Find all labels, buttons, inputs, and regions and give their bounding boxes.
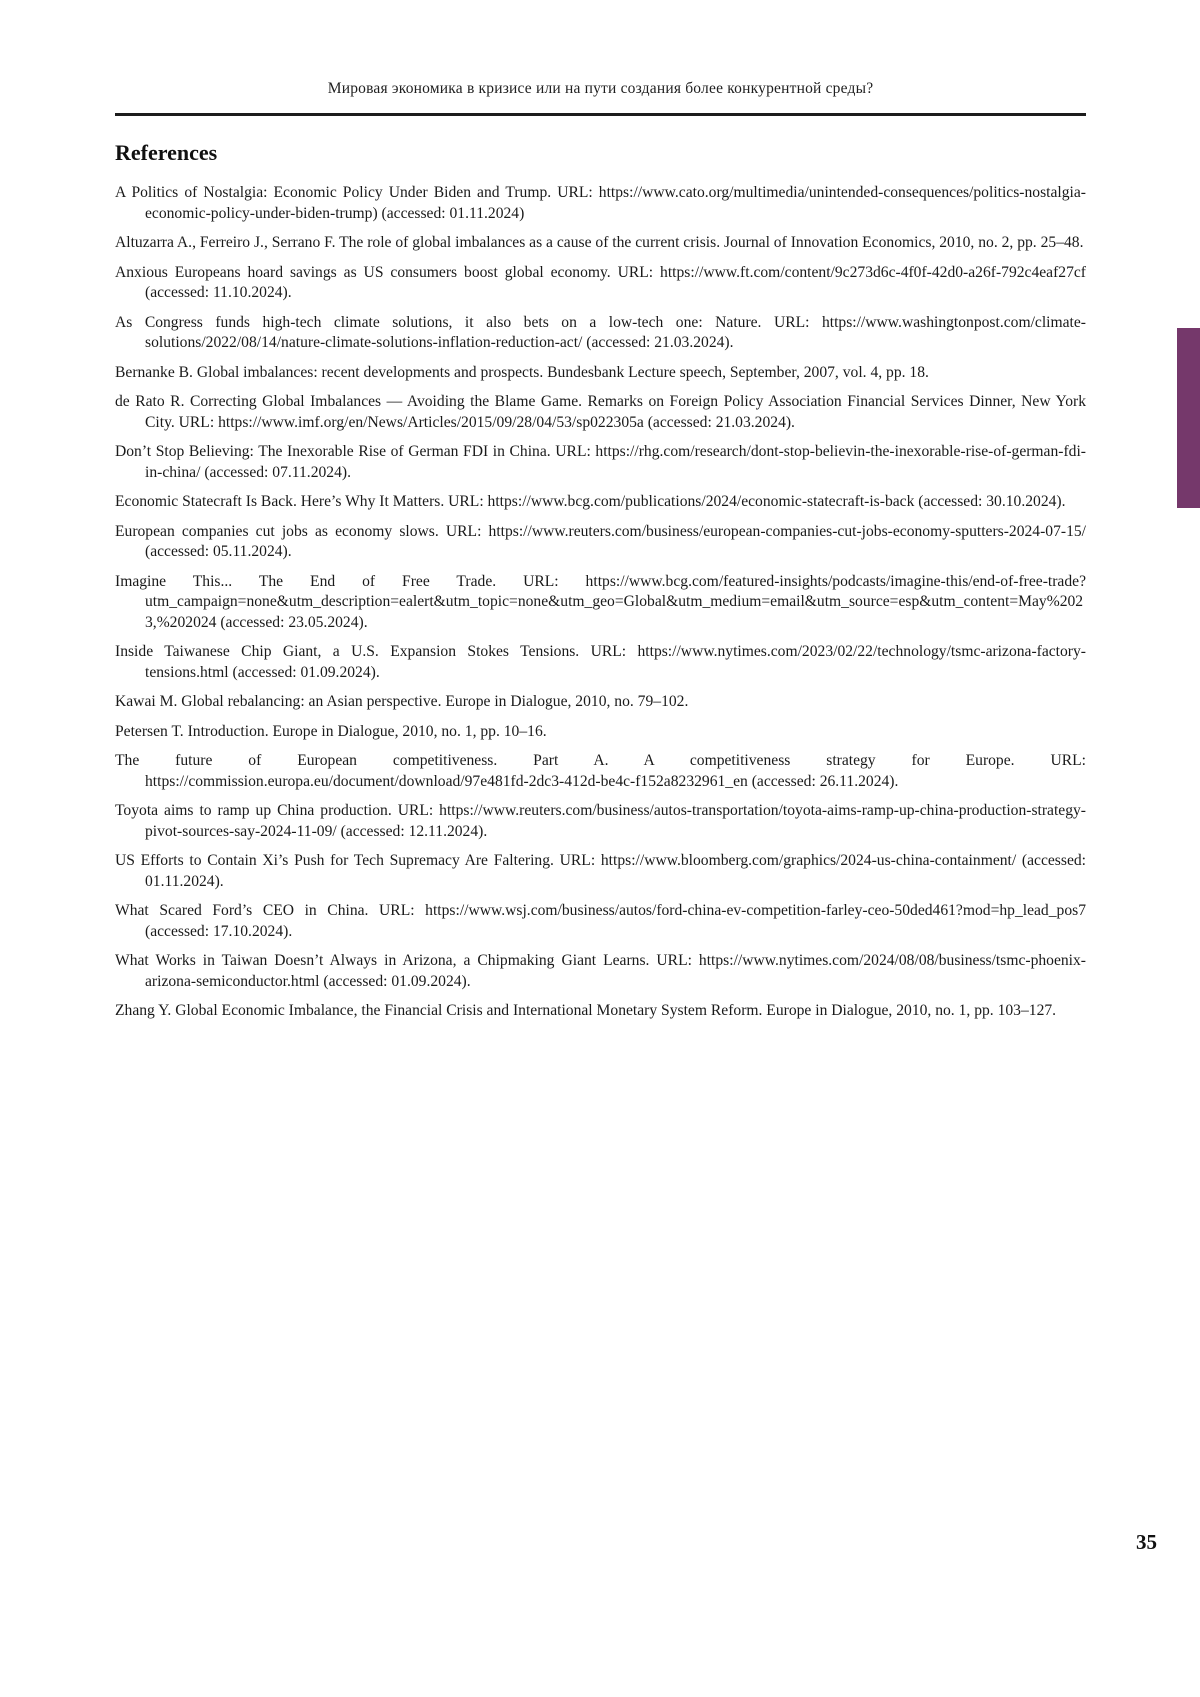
reference-entry: What Scared Ford’s CEO in China. URL: https://www.wsj.com/business/autos/ford-china-ev-competition-farley-ceo-50ded461?mod=hp_lead_pos7 (accessed: 17.10.2024). [115, 902, 1086, 940]
reference-entry: Zhang Y. Global Economic Imbalance, the Financial Crisis and International Monetary System Reform. Europe in Dialogue, 2010, no. 1, pp. 103–127. [115, 1002, 1057, 1019]
reference-entry: Bernanke B. Global imbalances: recent developments and prospects. Bundesbank Lecture speech, September, 2007, vol. 4, pp. 18. [115, 363, 929, 381]
reference-entry: US Efforts to Contain Xi’s Push for Tech Supremacy Are Faltering. URL: https://www.bloomberg.com/graphics/2024-us-china-containment/ (accessed: 01.11.2024). [115, 852, 1086, 890]
section-edge-tab [1177, 328, 1200, 508]
page-number: 35 [1136, 1530, 1157, 1554]
reference-entry: de Rato R. Correcting Global Imbalances — Avoiding the Blame Game. Remarks on Foreign Policy Association Financial Services Dinner, New York City. URL: https://www.imf.org/en/News/Articles/2015/09/28/04/53/sp022305a (accessed: 21.03.2024). [115, 393, 1086, 431]
running-header: Мировая экономика в кризисе или на пути создания более конкурентной среды? [327, 80, 874, 97]
reference-entry: European companies cut jobs as economy slows. URL: https://www.reuters.com/business/european-companies-cut-jobs-economy-sputters-2024-07-15/ (accessed: 05.11.2024). [115, 522, 1086, 560]
reference-entry: The future of European competitiveness. Part A. A competitiveness strategy for Europe. URL: https://commission.europa.eu/document/download/97e481fd-2dc3-412d-be4c-f152a8232961_en (accessed: 26.11.2024). [115, 752, 1086, 790]
reference-entry: Toyota aims to ramp up China production. URL: https://www.reuters.com/business/autos-transportation/toyota-aims-ramp-up-china-production-strategy-pivot-sources-say-2024-11-09/ (accessed: 12.11.2024). [115, 802, 1086, 840]
reference-entry: A Politics of Nostalgia: Economic Policy Under Biden and Trump. URL: https://www.cato.org/multimedia/unintended-consequences/politics-nostalgia-economic-policy-under-biden-trump) (accessed: 01.11.2024) [115, 184, 1086, 222]
reference-entry: Inside Taiwanese Chip Giant, a U.S. Expansion Stokes Tensions. URL: https://www.nytimes.com/2023/02/22/technology/tsmc-arizona-factory-tensions.html (accessed: 01.09.2024). [115, 643, 1086, 681]
reference-entry: Anxious Europeans hoard savings as US consumers boost global economy. URL: https://www.ft.com/content/9c273d6c-4f0f-42d0-a26f-792c4eaf27cf (accessed: 11.10.2024). [115, 263, 1086, 301]
reference-entry: As Congress funds high-tech climate solutions, it also bets on a low-tech one: Nature. URL: https://www.washingtonpost.com/climate-solutions/2022/08/14/nature-climate-solutions-inflation-reduction-act/ (accessed: 21.03.2024). [115, 313, 1086, 351]
reference-entry: Altuzarra A., Ferreiro J., Serrano F. The role of global imbalances as a cause of the current crisis. Journal of Innovation Economics, 2010, no. 2, pp. 25–48. [115, 234, 1084, 251]
references-heading: References [115, 140, 218, 165]
reference-entry: Don’t Stop Believing: The Inexorable Rise of German FDI in China. URL: https://rhg.com/research/dont-stop-believin-the-inexorable-rise-of-german-fdi-in-china/ (accessed: 07.11.2024). [115, 443, 1086, 481]
reference-entry: Economic Statecraft Is Back. Here’s Why It Matters. URL: https://www.bcg.com/publications/2024/economic-statecraft-is-back (accessed: 30.10.2024). [115, 493, 1066, 510]
text-column [115, 0, 1086, 1031]
reference-entry: Petersen T. Introduction. Europe in Dialogue, 2010, no. 1, pp. 10–16. [115, 722, 547, 740]
header-rule [115, 113, 1086, 116]
reference-entry: What Works in Taiwan Doesn’t Always in Arizona, a Chipmaking Giant Learns. URL: https://www.nytimes.com/2024/08/08/business/tsmc-phoenix-arizona-semiconductor.html (accessed: 01.09.2024). [115, 952, 1086, 990]
reference-entry: Kawai M. Global rebalancing: an Asian perspective. Europe in Dialogue, 2010, no. 79–102. [115, 693, 689, 710]
reference-entry: Imagine This... The End of Free Trade. URL: https://www.bcg.com/featured-insights/podcasts/imagine-this/end-of-free-trade?utm_campaign=none&utm_description=ealert&utm_topic=none&utm_geo=Global&utm_medium=email&utm_source=esp&utm_content=May%2023,%202024 (accessed: 23.05.2024). [115, 572, 1086, 631]
